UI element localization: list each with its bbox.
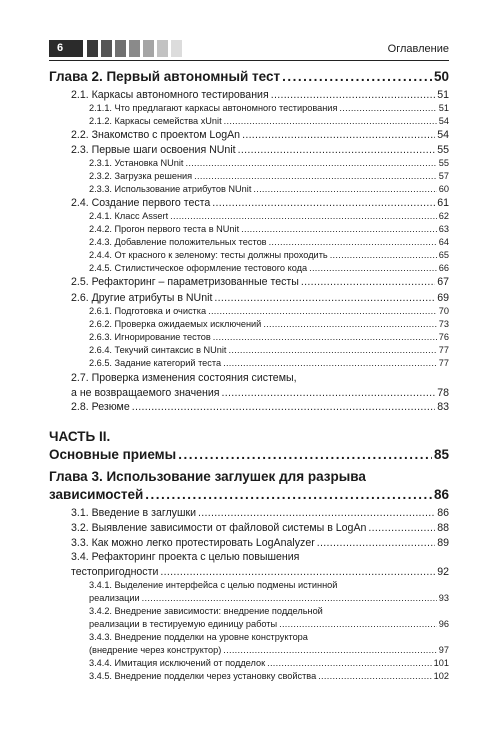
dot-leader xyxy=(267,658,432,670)
toc-subsection[interactable]: 3.4.4. Имитация исключений от подделок ..... 101 xyxy=(89,658,449,670)
toc-section[interactable]: 2.4. Создание первого теста ..... 61 xyxy=(71,197,449,210)
toc-subsection[interactable]: реализации в тестируемую единицу работы ..... 96 xyxy=(89,619,449,631)
toc-subsection[interactable]: 2.6.1. Подготовка и очистка ..... 70 xyxy=(89,306,449,318)
dot-leader xyxy=(178,447,432,463)
dot-leader xyxy=(271,89,435,102)
toc-subsection[interactable]: 2.4.5. Стилистическое оформление тестового кода ..... 66 xyxy=(89,263,449,275)
toc-section[interactable]: 2.1. Каркасы автономного тестирования ..... 51 xyxy=(71,89,449,102)
toc-subsection[interactable]: 3.4.5. Внедрение подделки через установку свойства ..... 102 xyxy=(89,671,449,683)
dot-leader xyxy=(269,237,437,249)
toc-subsection[interactable]: 2.3.2. Загрузка решения ..... 57 xyxy=(89,171,449,183)
dot-leader xyxy=(242,129,435,142)
dot-leader xyxy=(228,345,436,357)
dot-leader xyxy=(282,69,432,85)
dot-leader xyxy=(263,319,436,331)
toc-part[interactable]: Основные приемы ..... 85 xyxy=(49,447,449,463)
toc-section[interactable]: а не возвращаемого значения ..... 78 xyxy=(71,387,449,400)
header-square xyxy=(129,40,140,57)
dot-leader xyxy=(198,507,435,520)
toc-subsection[interactable]: 2.4.4. От красного к зеленому: тесты должны проходить ..... 65 xyxy=(89,250,449,262)
dot-leader xyxy=(160,566,435,579)
header-square xyxy=(171,40,182,57)
dot-leader xyxy=(223,645,437,657)
toc-section[interactable]: тестопригодности ..... 92 xyxy=(71,566,449,579)
toc-chapter[interactable]: Глава 2. Первый автономный тест ..... 50 xyxy=(49,69,449,85)
toc-section[interactable]: 2.2. Знакомство с проектом LogAn ..... 54 xyxy=(71,129,449,142)
dot-leader xyxy=(170,211,437,223)
page-number: 6 xyxy=(49,40,83,57)
page-header xyxy=(49,40,449,57)
header-square xyxy=(115,40,126,57)
toc-subsection[interactable]: 2.6.2. Проверка ожидаемых исключений ..... 73 xyxy=(89,319,449,331)
dot-leader xyxy=(213,332,437,344)
toc-section[interactable]: 2.3. Первые шаги освоения NUnit ..... 55 xyxy=(71,144,449,157)
toc-subsection[interactable]: 2.4.2. Прогон первого теста в NUnit ..... 63 xyxy=(89,224,449,236)
toc-section-line1: 2.7. Проверка изменения состояния системы, xyxy=(71,372,297,384)
toc-subsection[interactable]: 2.3.3. Использование атрибутов NUnit ..... 60 xyxy=(89,184,449,196)
dot-leader xyxy=(222,387,436,400)
toc-subsection[interactable]: (внедрение через конструктор) ..... 97 xyxy=(89,645,449,657)
dot-leader xyxy=(330,250,437,262)
header-square xyxy=(157,40,168,57)
dot-leader xyxy=(241,224,437,236)
toc-chapter-line1: Глава 3. Использование заглушек для разрыва xyxy=(49,469,366,484)
dot-leader xyxy=(194,171,437,183)
toc-section[interactable]: 3.3. Как можно легко протестировать LogAnalyzer ..... 89 xyxy=(71,537,449,550)
dot-leader xyxy=(208,306,437,318)
toc-section[interactable]: 2.6. Другие атрибуты в NUnit ..... 69 xyxy=(71,292,449,305)
toc-subsection[interactable]: 2.1.1. Что предлагают каркасы автономного тестирования ..... 51 xyxy=(89,103,449,115)
toc-subsection[interactable]: 2.6.5. Задание категорий теста ..... 77 xyxy=(89,358,449,370)
dot-leader xyxy=(212,197,435,210)
toc-section-line1: 3.4. Рефакторинг проекта с целью повышения xyxy=(71,551,300,563)
toc-subsection[interactable]: реализации ..... 93 xyxy=(89,593,449,605)
dot-leader xyxy=(238,144,436,157)
toc-subsection[interactable]: 2.4.3. Добавление положительных тестов ..... 64 xyxy=(89,237,449,249)
toc-subsection-line1: 3.4.2. Внедрение зависимости: внедрение поддельной xyxy=(89,606,323,616)
header-square xyxy=(101,40,112,57)
dot-leader xyxy=(368,522,435,535)
toc-chapter[interactable]: зависимостей ..... 86 xyxy=(49,487,449,503)
dot-leader xyxy=(145,487,432,503)
toc-section[interactable]: 2.8. Резюме ..... 83 xyxy=(71,401,449,414)
dot-leader xyxy=(214,292,435,305)
dot-leader xyxy=(279,619,437,631)
dot-leader xyxy=(318,671,431,683)
dot-leader xyxy=(224,116,437,128)
section-title: Оглавление xyxy=(387,43,449,55)
toc-subsection[interactable]: 2.1.2. Каркасы семейства xUnit ..... 54 xyxy=(89,116,449,128)
dot-leader xyxy=(317,537,435,550)
dot-leader xyxy=(253,184,436,196)
dot-leader xyxy=(186,158,437,170)
toc-part-line1: ЧАСТЬ II. xyxy=(49,429,111,444)
toc-subsection[interactable]: 2.3.1. Установка NUnit ..... 55 xyxy=(89,158,449,170)
dot-leader xyxy=(301,276,435,289)
dot-leader xyxy=(132,401,435,414)
toc-section[interactable]: 3.2. Выявление зависимости от файловой системы в LogAn ..... 88 xyxy=(71,522,449,535)
toc-section[interactable]: 3.1. Введение в заглушки ..... 86 xyxy=(71,507,449,520)
header-square xyxy=(143,40,154,57)
header-rule xyxy=(49,60,449,61)
dot-leader xyxy=(223,358,437,370)
toc-subsection[interactable]: 2.6.4. Текучий синтаксис в NUnit ..... 77 xyxy=(89,345,449,357)
toc-section[interactable]: 2.5. Рефакторинг – параметризованные тесты ..... 67 xyxy=(71,276,449,289)
header-square xyxy=(87,40,98,57)
toc-subsection-line1: 3.4.1. Выделение интерфейса с целью подмены истинной xyxy=(89,580,338,590)
toc-subsection-line1: 3.4.3. Внедрение подделки на уровне конструктора xyxy=(89,632,308,642)
dot-leader xyxy=(142,593,437,605)
dot-leader xyxy=(339,103,436,115)
dot-leader xyxy=(309,263,437,275)
toc-subsection[interactable]: 2.6.3. Игнорирование тестов ..... 76 xyxy=(89,332,449,344)
toc-subsection[interactable]: 2.4.1. Класс Assert ..... 62 xyxy=(89,211,449,223)
